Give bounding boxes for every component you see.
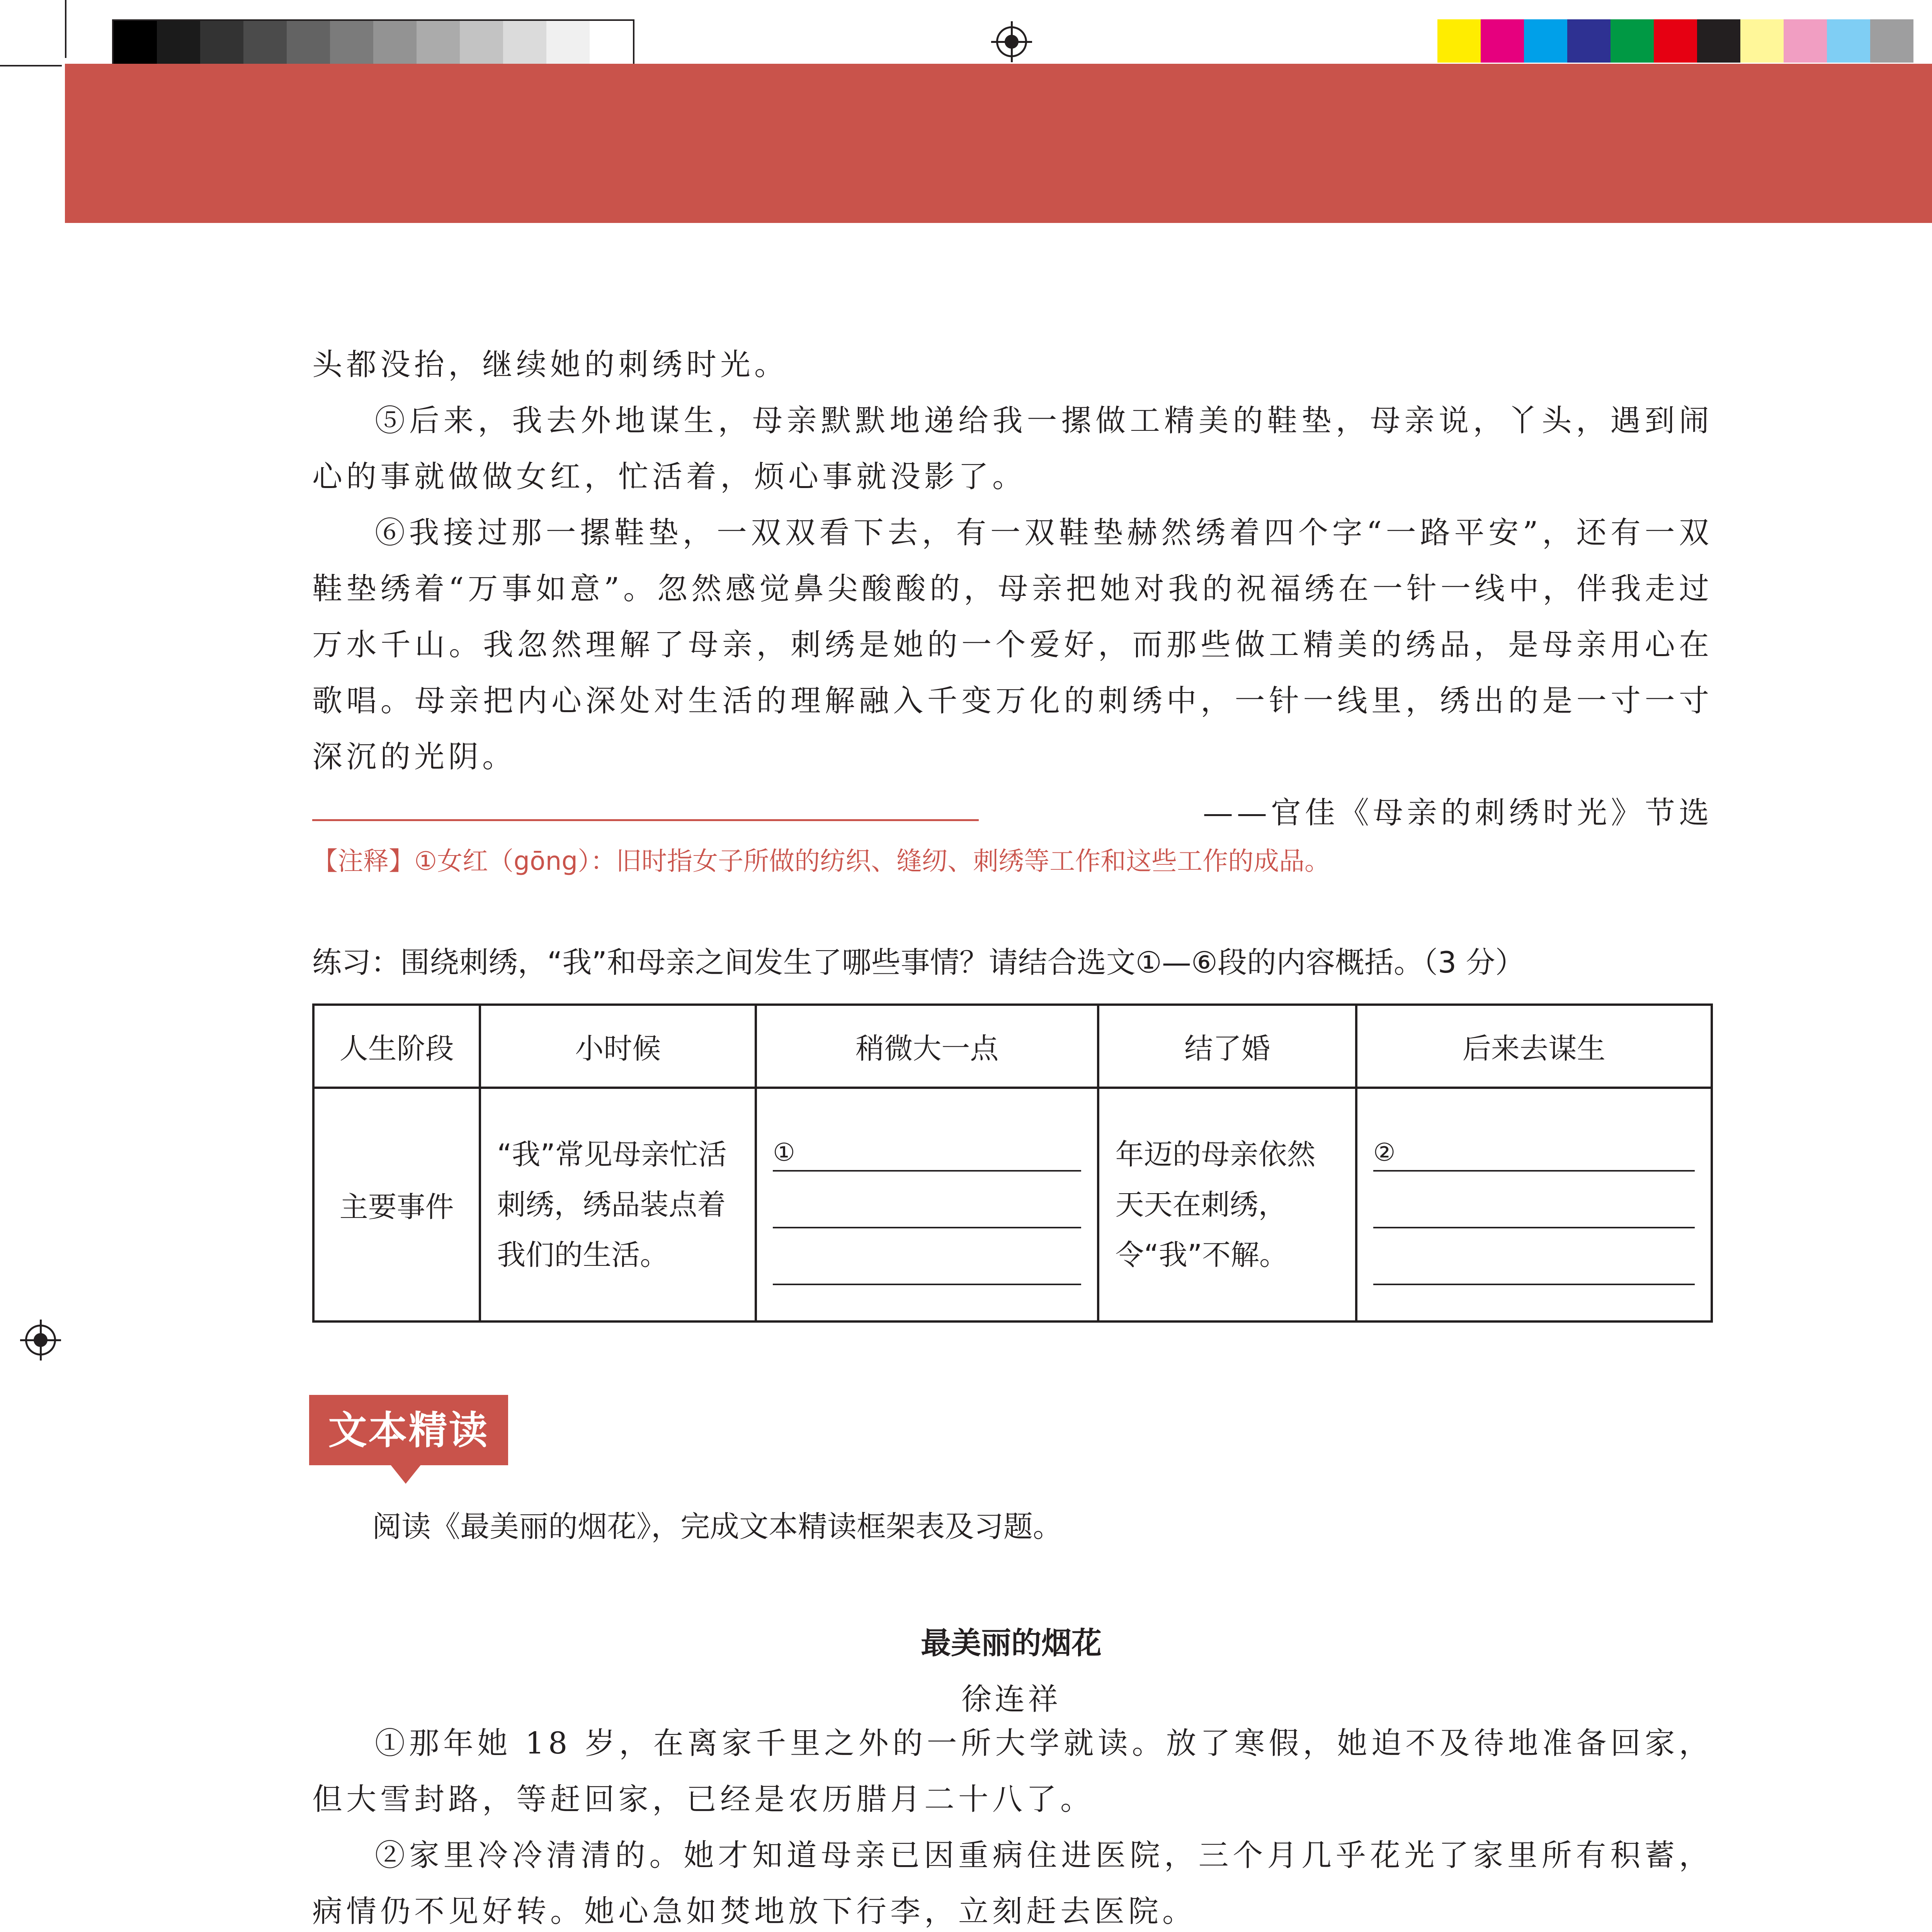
source-citation: ——官佳《母亲的刺绣时光》节选 (1202, 796, 1713, 830)
table-header-row (313, 1005, 1712, 1088)
passage-excerpt (312, 337, 1713, 841)
answer-blank-line[interactable] (773, 1124, 1081, 1172)
color-swatch (590, 21, 633, 64)
grayscale-color-bar (112, 19, 634, 66)
color-swatch (200, 21, 243, 64)
exercise-table (312, 1003, 1713, 1323)
crop-mark (0, 65, 62, 66)
color-swatch (460, 21, 503, 64)
color-swatch (287, 21, 330, 64)
color-swatch (373, 21, 417, 64)
blank-number: ① (773, 1138, 795, 1167)
color-swatch (1654, 19, 1697, 63)
answer-blank-line[interactable] (1373, 1124, 1695, 1172)
exercise-question: 练习：围绕刺绣，“我”和母亲之间发生了哪些事情？请结合选文①—⑥段的内容概括。（3 分） (312, 945, 1525, 980)
color-swatch (243, 21, 287, 64)
color-swatch (1784, 19, 1827, 63)
section-tag (309, 1395, 508, 1465)
childhood-event-text: “我”常见母亲忙活刺绣，绣品装点着我们的生活。 (497, 1138, 727, 1272)
paragraph: ①那年她 18 岁，在离家千里之外的一所大学就读。放了寒假，她迫不及待地准备回家，但大雪封路，等赶回家，已经是农历腊月二十八了。 (312, 1726, 1713, 1817)
color-swatch (157, 21, 200, 64)
table-header-cell: 结了婚 (1098, 1005, 1356, 1088)
married-event-text: 年迈的母亲依然天天在刺绣，令“我”不解。 (1115, 1138, 1316, 1272)
table-row (313, 1088, 1712, 1321)
registration-mark-icon (996, 26, 1027, 57)
article-body (312, 1716, 1713, 1932)
table-header-cell: 小时候 (480, 1005, 756, 1088)
reading-instruction: 阅读《最美丽的烟花》，完成文本精读框架表及习题。 (372, 1509, 1062, 1544)
article-author: 徐连祥 (961, 1682, 1061, 1717)
crop-mark (65, 0, 66, 58)
paragraph: ⑥我接过那一摞鞋垫，一双双看下去，有一双鞋垫赫然绣着四个字“一路平安”，还有一双鞋垫绣着“万事如意”。忽然感觉鼻尖酸酸的，母亲把她对我的祝福绣在一针一线中，伴我走过万水千山。我忽然理解了母亲，刺绣是她的一个爱好，而那些做工精美的绣品，是母亲用心在歌唱。母亲把内心深处对生活的理解融入千变万化的刺绣中，一针一线里，绣出的是一寸一寸深沉的光阴。 (312, 515, 1713, 774)
color-swatch (1481, 19, 1524, 63)
color-swatch (546, 21, 590, 64)
color-swatch (1524, 19, 1567, 63)
paragraph: ②家里冷冷清清的。她才知道母亲已因重病住进医院，三个月几乎花光了家里所有积蓄，病情仍不见好转。她心急如焚地放下行李，立刻赶去医院。 (312, 1838, 1713, 1929)
color-swatch (1611, 19, 1654, 63)
article-title: 最美丽的烟花 (920, 1626, 1102, 1661)
color-swatch (1740, 19, 1784, 63)
color-swatch (503, 21, 546, 64)
section-tag-pointer (390, 1464, 421, 1484)
note-divider (312, 819, 979, 821)
annotation-note: 【注释】①女红（gōng）：旧时指女子所做的纺织、缝纫、刺绣等工作和这些工作的成品。 (312, 846, 1330, 876)
color-swatch (1827, 19, 1870, 63)
color-swatch (114, 21, 157, 64)
color-swatch (1567, 19, 1611, 63)
answer-blank-line[interactable] (1373, 1238, 1695, 1285)
header-band (65, 64, 1932, 223)
paragraph: ⑤后来，我去外地谋生，母亲默默地递给我一摞做工精美的鞋垫，母亲说，丫头，遇到闹心的事就做做女红，忙活着，烦心事就没影了。 (312, 403, 1713, 494)
color-swatch (1697, 19, 1740, 63)
color-swatch (1870, 19, 1913, 63)
blank-number: ② (1373, 1138, 1396, 1167)
color-swatch (1437, 19, 1481, 63)
registration-mark-icon (25, 1325, 56, 1355)
process-color-bar (1437, 19, 1913, 63)
section-tag-label: 文本精读 (328, 1407, 489, 1453)
answer-blank-line[interactable] (1373, 1181, 1695, 1228)
answer-cell-2[interactable] (1356, 1088, 1712, 1321)
row-label-cell: 主要事件 (313, 1088, 480, 1321)
table-header-cell: 后来去谋生 (1356, 1005, 1712, 1088)
table-header-cell: 稍微大一点 (756, 1005, 1098, 1088)
color-swatch (417, 21, 460, 64)
answer-blank-line[interactable] (773, 1181, 1081, 1228)
answer-cell-1[interactable] (756, 1088, 1098, 1321)
married-event-cell (1098, 1088, 1356, 1321)
childhood-event-cell (480, 1088, 756, 1321)
answer-blank-line[interactable] (773, 1238, 1081, 1285)
table-header-cell: 人生阶段 (313, 1005, 480, 1088)
paragraph: 头都没抬，继续她的刺绣时光。 (312, 347, 789, 382)
color-swatch (330, 21, 373, 64)
